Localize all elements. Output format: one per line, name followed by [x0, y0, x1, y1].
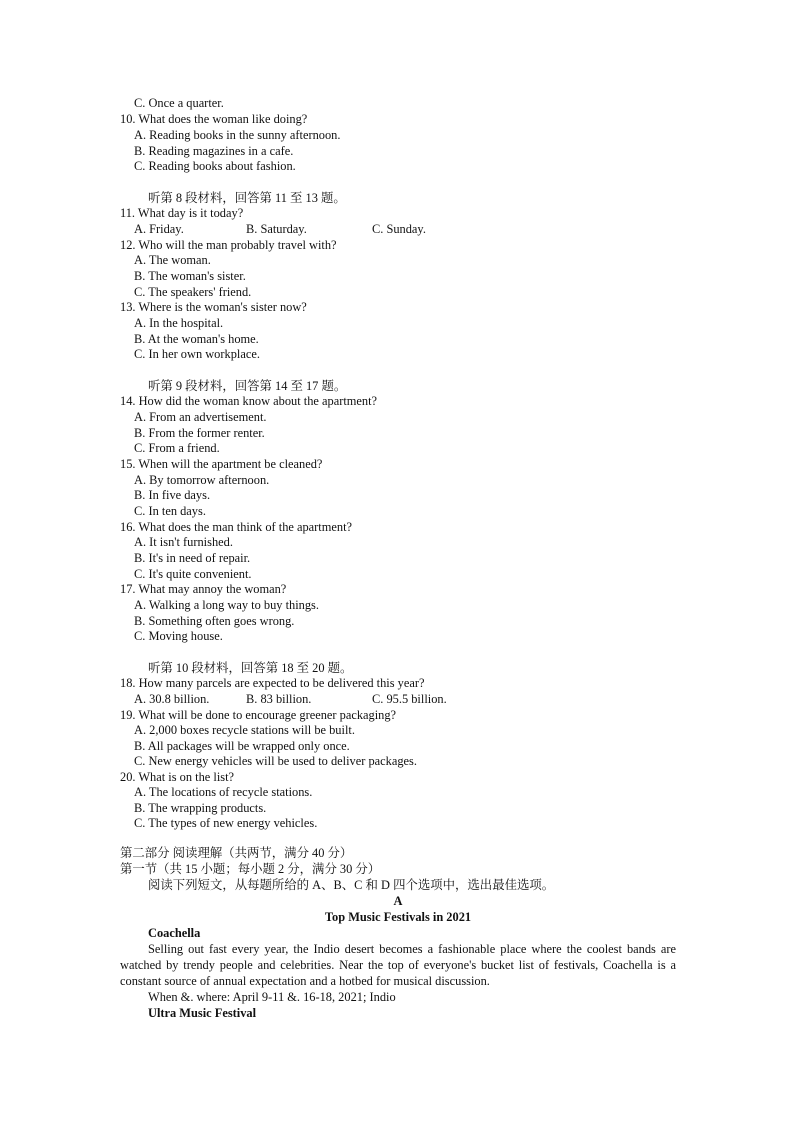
festival-1-description: Selling out fast every year, the Indio desert becomes a fashionable place where the coolest bands are watched by trendy people and celebrities. Near the top of everyone's bucket list of festivals, Coachella is a constant source of annual expectation and a hotbed for musical discussion.	[120, 942, 676, 988]
q16-option-a: A. It isn't furnished.	[134, 535, 233, 549]
q10-stem: 10. What does the woman like doing?	[120, 112, 308, 126]
q13-option-b: B. At the woman's home.	[134, 332, 259, 346]
q10-option-a: A. Reading books in the sunny afternoon.	[134, 128, 341, 142]
q20-option-a: A. The locations of recycle stations.	[134, 785, 313, 799]
festival-1-name: Coachella	[148, 926, 201, 940]
q10-option-b: B. Reading magazines in a cafe.	[134, 144, 294, 158]
q20-option-b: B. The wrapping products.	[134, 801, 267, 815]
q16-option-b: B. It's in need of repair.	[134, 551, 251, 565]
q18-stem: 18. How many parcels are expected to be delivered this year?	[120, 676, 425, 690]
section-8-heading: 听第 8 段材料，回答第 11 至 13 题。	[148, 191, 346, 205]
q11-option-c: C. Sunday.	[372, 222, 426, 236]
q15-stem: 15. When will the apartment be cleaned?	[120, 457, 323, 471]
q13-stem: 13. Where is the woman's sister now?	[120, 300, 307, 314]
q12-option-b: B. The woman's sister.	[134, 269, 246, 283]
reading-instruction: 阅读下列短文，从每题所给的 A、B、C 和 D 四个选项中，选出最佳选项。	[148, 878, 555, 892]
passage-letter: A	[393, 894, 403, 908]
q16-stem: 16. What does the man think of the apartment?	[120, 520, 353, 534]
q14-option-b: B. From the former renter.	[134, 426, 265, 440]
section-one-heading: 第一节（共 15 小题；每小题 2 分，满分 30 分）	[120, 862, 381, 876]
q18-option-c: C. 95.5 billion.	[372, 692, 447, 706]
q15-option-c: C. In ten days.	[134, 504, 206, 518]
q20-option-c: C. The types of new energy vehicles.	[134, 816, 318, 830]
q17-option-a: A. Walking a long way to buy things.	[134, 598, 319, 612]
q17-option-b: B. Something often goes wrong.	[134, 614, 295, 628]
q9-option-c: C. Once a quarter.	[134, 96, 224, 110]
festival-1-when-where: When &. where: April 9-11 &. 16-18, 2021; Indio	[148, 990, 396, 1004]
q14-option-c: C. From a friend.	[134, 441, 220, 455]
q15-option-a: A. By tomorrow afternoon.	[134, 473, 270, 487]
q20-stem: 20. What is on the list?	[120, 770, 235, 784]
q16-option-c: C. It's quite convenient.	[134, 567, 252, 581]
q19-option-a: A. 2,000 boxes recycle stations will be built.	[134, 723, 355, 737]
q17-option-c: C. Moving house.	[134, 629, 223, 643]
q11-option-b: B. Saturday.	[246, 222, 307, 236]
q10-option-c: C. Reading books about fashion.	[134, 159, 296, 173]
passage-title: Top Music Festivals in 2021	[324, 910, 472, 924]
q11-stem: 11. What day is it today?	[120, 206, 244, 220]
part-two-heading: 第二部分 阅读理解（共两节，满分 40 分）	[120, 846, 353, 860]
q13-option-c: C. In her own workplace.	[134, 347, 260, 361]
q15-option-b: B. In five days.	[134, 488, 211, 502]
q19-stem: 19. What will be done to encourage greener packaging?	[120, 708, 397, 722]
q19-option-c: C. New energy vehicles will be used to deliver packages.	[134, 754, 417, 768]
section-10-heading: 听第 10 段材料，回答第 18 至 20 题。	[148, 661, 353, 675]
festival-2-name: Ultra Music Festival	[148, 1006, 257, 1020]
q18-option-b: B. 83 billion.	[246, 692, 312, 706]
q11-option-a: A. Friday.	[134, 222, 184, 236]
section-9-heading: 听第 9 段材料，回答第 14 至 17 题。	[148, 379, 347, 393]
q17-stem: 17. What may annoy the woman?	[120, 582, 287, 596]
q18-option-a: A. 30.8 billion.	[134, 692, 210, 706]
q13-option-a: A. In the hospital.	[134, 316, 224, 330]
q14-option-a: A. From an advertisement.	[134, 410, 267, 424]
q12-option-a: A. The woman.	[134, 253, 211, 267]
q14-stem: 14. How did the woman know about the apartment?	[120, 394, 378, 408]
q12-option-c: C. The speakers' friend.	[134, 285, 252, 299]
q12-stem: 12. Who will the man probably travel with?	[120, 238, 337, 252]
q19-option-b: B. All packages will be wrapped only once.	[134, 739, 350, 753]
